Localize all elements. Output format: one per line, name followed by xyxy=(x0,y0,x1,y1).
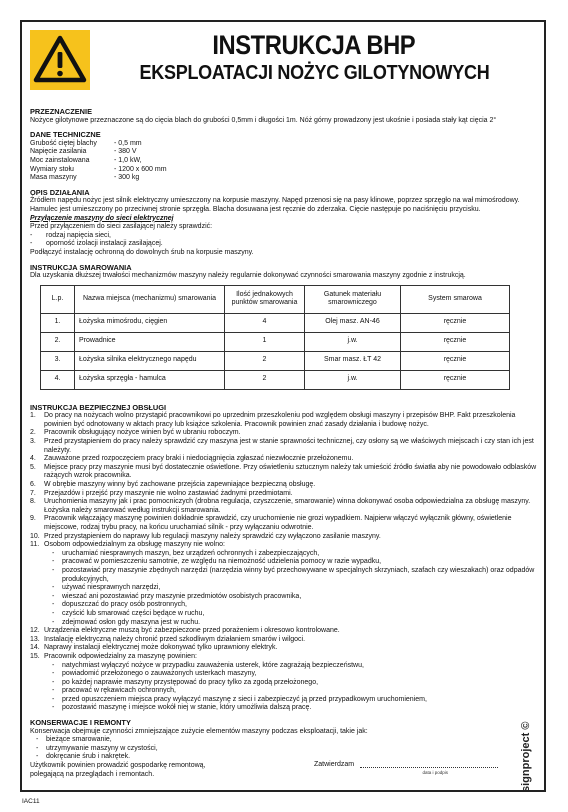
list-item-text: zdejmować osłon gdy maszyna jest w ruchu. xyxy=(62,618,201,626)
col-header: System smarowa xyxy=(401,285,510,313)
spec-key: Napięcie zasilania xyxy=(30,148,87,156)
safety-item-text: Przed przystąpieniem do naprawy lub regulacji maszyny należy sprawdzić czy wyłączono zasilanie maszyny. xyxy=(44,532,381,540)
smarowanie-heading: INSTRUKCJA SMAROWANIA xyxy=(30,262,132,272)
spec-value: - 300 kg xyxy=(114,174,140,182)
safety-item-text: Osobom odpowiedzialnym za obsługę maszyny nie wolno: xyxy=(44,541,225,549)
list-item: - pozostawiać przy maszynie zbędnych narzędzi (narzędzia winny być przechowywane w specjalnych skrzyniach, szafach czy wieszakach) oraz odpadów produkcyjnych, xyxy=(52,567,540,584)
table-header-row xyxy=(41,285,510,313)
list-item: - dopuszczać do pracy osób postronnych, xyxy=(52,601,187,609)
safety-item xyxy=(30,481,540,490)
safety-list xyxy=(30,412,540,713)
table-row xyxy=(41,313,510,332)
list-item-text: pracować w rękawicach ochronnych, xyxy=(62,687,176,695)
safety-item-number: 7. xyxy=(30,489,36,497)
safety-item-text: Przed przystąpieniem do pracy należy sprawdzić czy maszyna jest w stanie sprawności technicznej, czy osłony są we właściwych miejscach i czy stan ich jest należyty. xyxy=(44,438,534,454)
cell: 2 xyxy=(225,351,305,370)
list-item: - używać niesprawnych narzędzi, xyxy=(52,584,161,592)
konserwacje-list xyxy=(30,736,540,762)
page-subtitle: EKSPLOATACJI NOŻYC GILOTYNOWYCH xyxy=(139,62,490,84)
opis-text: Źródłem napędu nożyc jest silnik elektryczny umieszczony na korpusie maszyny. Napęd przenosi się na pasy klinowe, poprzez sprzęgło na wał mimośrodowy. Hamulec jest umieszczony po przeciwnej stronie sprzęgła. Blacha dosuwana jest ręcznie do zderzaka. Cięcie następuje po naciśnięciu przycisku. xyxy=(30,197,520,213)
cell: Prowadnice xyxy=(75,332,225,351)
safety-item xyxy=(30,455,540,464)
safety-sublist xyxy=(30,550,540,627)
spec-key: Moc zainstalowana xyxy=(30,156,90,164)
cell: j.w. xyxy=(305,370,401,389)
opis-list xyxy=(30,232,540,249)
cell: ręcznie xyxy=(401,313,510,332)
safety-item-text: Pracownik obsługujący nożyce winien być w ubraniu roboczym. xyxy=(44,429,241,437)
signature-line[interactable] xyxy=(360,760,498,775)
cell: 4 xyxy=(225,313,305,332)
safety-item xyxy=(30,498,540,515)
list-item-text: po każdej naprawie maszyny przystępować do pracy tylko za zgodą przełożonego, xyxy=(62,678,319,686)
page-title: INSTRUKCJA BHP xyxy=(212,30,416,60)
table-row xyxy=(41,351,510,370)
list-item-text: pracować w pomieszczeniu samotnie, ze względu na niemożność udzielenia pomocy w razie wypadku, xyxy=(62,558,382,566)
opis-outro: Podłączyć instalację ochronną do dowolnych śrub na korpusie maszyny. xyxy=(30,248,254,256)
cell: Smar masz. ŁT 42 xyxy=(305,351,401,370)
przeznaczenie-heading: PRZEZNACZENIE xyxy=(30,107,93,116)
content xyxy=(30,108,540,779)
tech-spec xyxy=(30,140,540,183)
przeznaczenie-text: Nożyce gilotynowe przeznaczone są do cięcia blach do grubości 0,5mm i długości 1m. Nóż górny prowadzony jest ukośnie i posiada stały kąt cięcia 2° xyxy=(30,116,497,124)
spec-key: Grubość ciętej blachy xyxy=(30,139,97,147)
safety-item xyxy=(30,653,540,662)
safety-item xyxy=(30,533,540,542)
list-item-text: dopuszczać do pracy osób postronnych, xyxy=(62,601,187,609)
spec-key: Wymiary stołu xyxy=(30,165,74,173)
opis-intro: Przed przyłączeniem do sieci zasilającej należy sprawdzić: xyxy=(30,223,213,231)
safety-item xyxy=(30,541,540,550)
signature-caption: data i podpis xyxy=(422,770,448,775)
safety-item-number: 5. xyxy=(30,463,36,471)
list-item-text: pozostawić maszynę i miejsce wokół niej w stanie, który umożliwia dalszą pracę. xyxy=(62,704,312,712)
list-item-text: wieszać ani pozostawiać przy maszynie przedmiotów osobistych pracownika, xyxy=(62,592,302,600)
safety-item-text: Urządzenia elektryczne muszą być zabezpieczone przed porażeniem i okresowo kontrolowane. xyxy=(44,627,340,635)
list-item-text: czyścić lub smarować części będące w ruchu, xyxy=(62,609,205,617)
safety-item-number: 15. xyxy=(30,652,40,660)
safety-item-text: Pracownik włączający maszynę powinien dokładnie sprawdzić, czy uruchomienie nie grozi wypadkiem. Najpierw włączyć wyłącznik główny, oświetlenie miejscowe, rodzaj trybu pracy, na końcu uruchamiać silnik - przy wyłączaniu odwrotnie. xyxy=(44,515,512,531)
list-item: - czyścić lub smarować części będące w ruchu, xyxy=(52,609,205,617)
cell: 2 xyxy=(225,370,305,389)
list-item: - pracować w pomieszczeniu samotnie, ze względu na niemożność udzielenia pomocy w razie wypadku, xyxy=(52,558,382,566)
safety-item xyxy=(30,429,540,438)
cell: 4. xyxy=(41,370,75,389)
safety-item-text: Zauważone przed rozpoczęciem pracy braki i niedociągnięcia zgłaszać niezwłocznie przełożonemu. xyxy=(44,455,354,463)
table-row xyxy=(41,332,510,351)
instruction-sheet xyxy=(20,20,546,792)
safety-item-number: 6. xyxy=(30,481,36,489)
cell: 1. xyxy=(41,313,75,332)
opis-heading: OPIS DZIAŁANIA xyxy=(30,187,90,197)
safety-item-number: 12. xyxy=(30,627,40,635)
list-item-text: pozostawiać przy maszynie zbędnych narzędzi (narzędzia winny być przechowywane w specjalnych skrzyniach, szafach czy wieszakach) oraz odpadów produkcyjnych, xyxy=(62,566,535,583)
cell: Łożyska mimośrodu, cięgien xyxy=(75,313,225,332)
spec-key: Masa maszyny xyxy=(30,174,77,182)
safety-item xyxy=(30,490,540,499)
col-header: L.p. xyxy=(41,285,75,313)
list-item: - powiadomić przełożonego o zauważonych usterkach maszyny, xyxy=(52,670,257,678)
cell: ręcznie xyxy=(401,370,510,389)
list-item: - pracować w rękawicach ochronnych, xyxy=(52,687,176,695)
bezpieczna-heading: INSTRUKCJA BEZPIECZNEJ OBSŁUGI xyxy=(30,402,167,412)
list-item: - przed opuszczeniem miejsca pracy wyłączyć maszynę z sieci i zabezpieczyć ją przed przypadkowym uruchomieniem, xyxy=(52,695,427,703)
list-item: - oporność izolacji instalacji zasilającej. xyxy=(30,240,163,248)
spec-value: - 0,5 mm xyxy=(114,139,142,147)
list-item-text: używać niesprawnych narzędzi, xyxy=(62,584,161,592)
safety-item-number: 2. xyxy=(30,429,36,437)
cell: ręcznie xyxy=(401,332,510,351)
konserwacje-outro: Użytkownik powinien prowadzić gospodarkę remontową, xyxy=(30,762,206,770)
safety-item-number: 8. xyxy=(30,498,36,506)
safety-item-text: Przejazdów i przejść przy maszynie nie wolno zastawiać żadnymi przedmiotami. xyxy=(44,489,293,497)
product-code: IAC11 xyxy=(22,798,40,805)
approval-label: Zatwierdzam xyxy=(314,761,355,768)
table-row xyxy=(41,370,510,389)
list-item-text: uruchamiać niesprawnych maszyn, bez urządzeń ochronnych i zabezpieczających, xyxy=(62,549,320,557)
brand-label: signproject © xyxy=(520,721,532,792)
col-header: Gatunek materiału smarowniczego xyxy=(305,285,401,313)
safety-item-text: Do pracy na nożycach wolno przystąpić pracownikowi po uprzednim przeszkoleniu pod względem obsługi maszyny i przepisów BHP. Fakt przeszkolenia powinien być odnotowany w aktach pracy lub książce szkolenia. Pracownik powinien znać zasady działania i budowę nożyc. xyxy=(44,412,516,428)
safety-item xyxy=(30,438,540,455)
smarowanie-intro: Dla uzyskania dłuższej trwałości mechanizmów maszyny należy regularnie dokonywać czynności smarowania maszyny zgodnie z instrukcją. xyxy=(30,272,466,280)
list-item: - zdejmować osłon gdy maszyna jest w ruchu. xyxy=(52,618,201,626)
safety-item-text: Pracownik odpowiedzialny za maszynę powinien: xyxy=(44,652,197,660)
safety-item-text: Naprawy instalacji elektrycznej może dokonywać tylko uprawniony elektryk. xyxy=(44,644,278,652)
safety-sublist xyxy=(30,662,540,714)
safety-item xyxy=(30,627,540,636)
opis-subheading: Przyłączenie maszyny do sieci elektrycznej xyxy=(30,214,174,222)
konserwacje-outro: polegającą na przeglądach i remontach. xyxy=(30,770,155,778)
safety-item-number: 1. xyxy=(30,412,36,420)
safety-item xyxy=(30,636,540,645)
cell: 2. xyxy=(41,332,75,351)
spec-value: - 380 V xyxy=(114,148,137,156)
safety-item-number: 4. xyxy=(30,455,36,463)
safety-item xyxy=(30,464,540,481)
list-item-text: natychmiast wyłączyć nożyce w przypadku zauważenia usterek, które zagrażają bezpieczeństwu, xyxy=(62,661,364,669)
cell: j.w. xyxy=(305,332,401,351)
cell: Łożyska sprzęgła - hamulca xyxy=(75,370,225,389)
dane-heading: DANE TECHNICZNE xyxy=(30,130,101,140)
list-item: - pozostawić maszynę i miejsce wokół niej w stanie, który umożliwia dalszą pracę. xyxy=(52,704,312,712)
spec-value: - 1200 x 600 mm xyxy=(114,165,167,173)
list-item-text: powiadomić przełożonego o zauważonych usterkach maszyny, xyxy=(62,670,257,678)
col-header: Nazwa miejsca (mechanizmu) smarowania xyxy=(75,285,225,313)
safety-item-text: Miejsce pracy przy maszynie musi być dostatecznie oświetlone. Przy oświetleniu sztucznym należy tak umieścić źródło światła aby nie powodowało odblasków rażących wzrok pracownika. xyxy=(44,463,537,480)
list-item: - wieszać ani pozostawiać przy maszynie przedmiotów osobistych pracownika, xyxy=(52,592,302,600)
safety-item-number: 3. xyxy=(30,438,36,446)
list-item: - uruchamiać niesprawnych maszyn, bez urządzeń ochronnych i zabezpieczających, xyxy=(52,549,320,557)
cell: Łożyska silnika elektrycznego napędu xyxy=(75,351,225,370)
list-item-text: przed opuszczeniem miejsca pracy wyłączyć maszynę z sieci i zabezpieczyć ją przed przypadkowym uruchomieniem, xyxy=(62,695,427,703)
approval-field xyxy=(314,760,498,775)
spec-value: - 1,0 kW, xyxy=(114,156,142,164)
cell: 1 xyxy=(225,332,305,351)
konserwacje-intro: Konserwacja obejmuje czynności zmniejszające zużycie elementów maszyny podczas eksploatacji, takie jak: xyxy=(30,727,368,735)
safety-item-text: Uruchomienia maszyny jak i prac pomocniczych (drobna regulacja, czyszczenie, smarowanie) winna dokonywać osoba odpowiedzialna za obsługę maszyny. Łożyska należy smarować według instrukcji smarowania. xyxy=(44,498,531,514)
safety-item-number: 11. xyxy=(30,541,40,549)
safety-item-text: Instalację elektryczną należy chronić przed szkodliwym działaniem smarów i wilgoci. xyxy=(44,635,306,643)
safety-item xyxy=(30,412,540,429)
konserwacje-heading: KONSERWACJE I REMONTY xyxy=(30,718,131,728)
safety-item-number: 13. xyxy=(30,635,40,643)
safety-item xyxy=(30,515,540,532)
safety-item-number: 9. xyxy=(30,515,36,523)
col-header: Ilość jednakowych punktów smarowania xyxy=(225,285,305,313)
lubrication-table xyxy=(40,285,510,390)
cell: ręcznie xyxy=(401,351,510,370)
cell: Olej masz. AN-46 xyxy=(305,313,401,332)
list-item: - utrzymywanie maszyny w czystości, xyxy=(36,744,158,752)
list-item: - dokręcanie śrub i nakrętek. xyxy=(36,753,131,761)
safety-item xyxy=(30,644,540,653)
safety-item-text: W obrębie maszyny winny być zachowane przejścia zapewniające bezpieczną obsługę. xyxy=(44,481,316,489)
cell: 3. xyxy=(41,351,75,370)
list-item: - rodzaj napięcia sieci, xyxy=(30,231,111,239)
safety-item-number: 14. xyxy=(30,644,40,652)
safety-item-number: 10. xyxy=(30,532,40,540)
list-item: - natychmiast wyłączyć nożyce w przypadku zauważenia usterek, które zagrażają bezpieczeństwu, xyxy=(52,661,364,669)
list-item: - po każdej naprawie maszyny przystępować do pracy tylko za zgodą przełożonego, xyxy=(52,678,319,686)
list-item: - bieżące smarowanie, xyxy=(36,736,112,744)
